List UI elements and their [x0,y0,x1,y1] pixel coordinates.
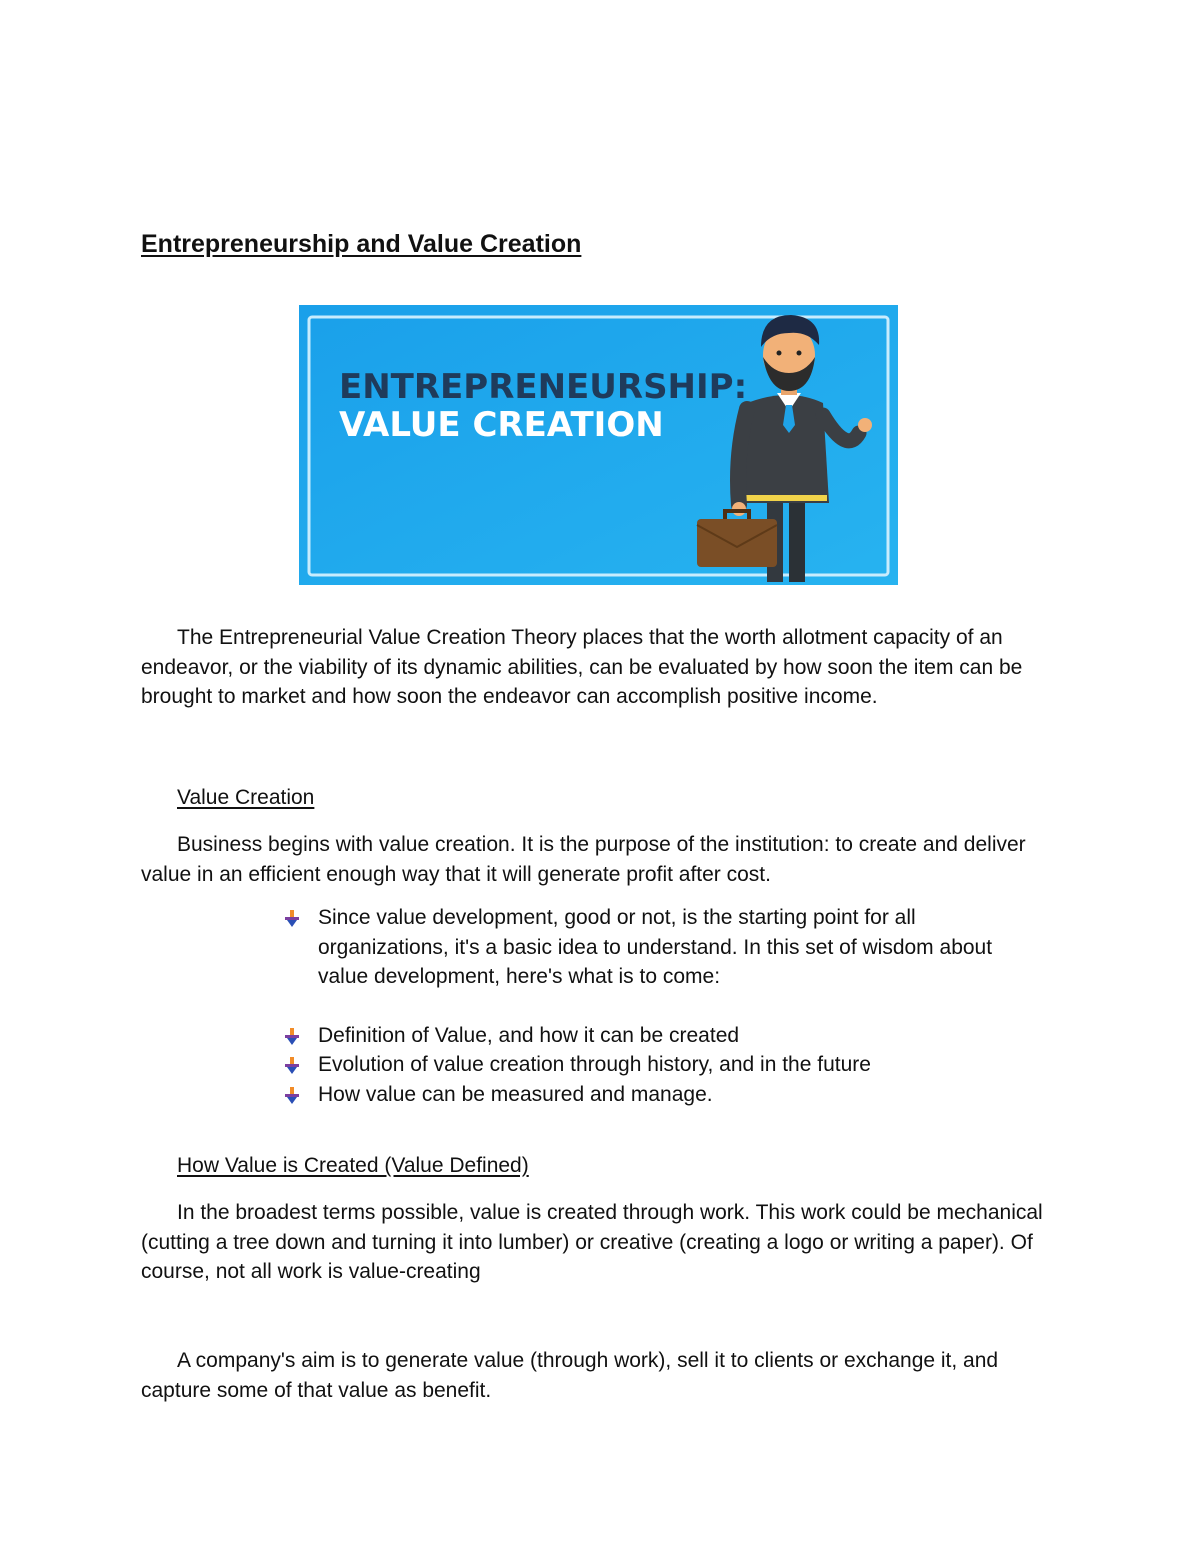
value-creation-bullet-list [282,903,1022,1109]
arrow-down-bullet-icon [282,1085,302,1105]
arrow-down-bullet-icon [282,1026,302,1046]
document-title: Entrepreneurship and Value Creation [141,230,582,258]
banner-title-line1: ENTREPRENEURSHIP: [339,367,748,407]
value-creation-paragraph: Business begins with value creation. It is the purpose of the institution: to create and deliver value in an efficient enough way that it will generate profit after cost. [141,833,1026,886]
how-value-paragraph-2: A company's aim is to generate value (through work), sell it to clients or exchange it, and capture some of that value as benefit. [141,1349,999,1402]
bullet-text: How value can be measured and manage. [318,1082,713,1106]
section-heading-how-value-is-created: How Value is Created (Value Defined) [177,1154,529,1177]
bullet-text: Evolution of value creation through history, and in the future [318,1053,871,1076]
arrow-down-bullet-icon [282,1055,302,1075]
list-item [282,1021,1022,1051]
entrepreneurship-banner-image [299,305,898,585]
list-item [282,1050,1022,1080]
bullet-text: Since value development, good or not, is the starting point for all organizations, it's a basic idea to understand. In this set of wisdom about value development, here's what is to come: [318,906,993,988]
list-item [282,1080,1022,1110]
how-value-paragraph-1: In the broadest terms possible, value is created through work. This work could be mechanical (cutting a tree down and turning it into lumber) or creative (creating a logo or writing a paper). Of course, not all work is value-creating [141,1201,1043,1283]
arrow-down-bullet-icon [282,908,302,928]
banner-title-line2: VALUE CREATION [339,405,664,445]
list-spacer [282,992,1022,1021]
bullet-text: Definition of Value, and how it can be created [318,1023,740,1047]
section-heading-value-creation: Value Creation [177,786,315,809]
list-item [282,903,1022,992]
intro-paragraph: The Entrepreneurial Value Creation Theory places that the worth allotment capacity of an endeavor, or the viability of its dynamic abilities, can be evaluated by how soon the item can be brought to market and how soon the endeavor can accomplish positive income. [141,626,1023,708]
